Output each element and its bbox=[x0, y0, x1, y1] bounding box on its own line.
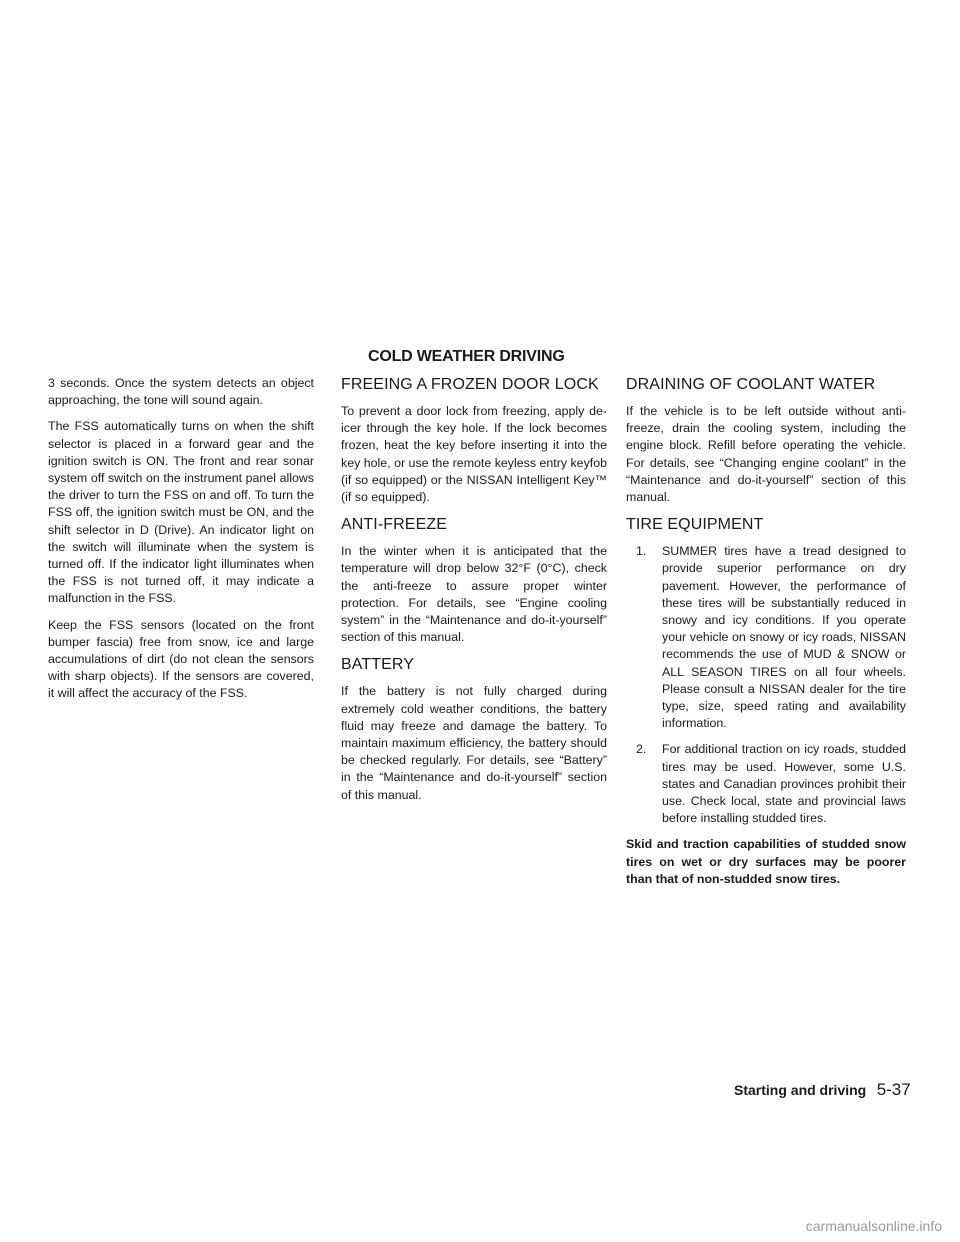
heading-tire-equipment: TIRE EQUIPMENT bbox=[626, 516, 764, 534]
column-1 bbox=[48, 375, 314, 712]
paragraph-fss-switch: The FSS automatically turns on when the shift selector is placed in a forward gear and the ignition switch is ON. The front and rear sonar system off switch on the instrument panel allows the driver to turn the FSS on and off. To turn the FSS off, the ignition switch must be ON, and the shift selector in D (Drive). An indicator light on the switch will illuminate when the system is turned off. If the indicator light illuminates when the FSS is not turned off, it may indicate a malfunction in the FSS. bbox=[48, 419, 314, 606]
tire-equipment-list bbox=[626, 543, 906, 827]
heading-draining-coolant: DRAINING OF COOLANT WATER bbox=[626, 376, 876, 393]
paragraph-fss-continued: 3 seconds. Once the system detects an object approaching, the tone will sound again. bbox=[48, 376, 314, 408]
footer-section-name: Starting and driving bbox=[734, 1082, 867, 1098]
watermark: carmanualsonline.info bbox=[805, 1218, 942, 1234]
page-footer bbox=[734, 1080, 911, 1100]
column-3 bbox=[626, 375, 906, 897]
page-title: COLD WEATHER DRIVING bbox=[368, 348, 565, 365]
paragraph-fss-sensors: Keep the FSS sensors (located on the front bumper fascia) free from snow, ice and large accumulations of dirt (do not clean the sensors with sharp objects). If the sensors are covered, it will affect the accuracy of the FSS. bbox=[48, 617, 314, 701]
list-item-text: For additional traction on icy roads, studded tires may be used. However, some U.S. states and Canadian provinces prohibit their use. Check local, state and provincial laws before installing studded tires. bbox=[662, 742, 906, 826]
paragraph-draining-coolant: If the vehicle is to be left outside without anti-freeze, drain the cooling system, including the engine block. Refill before operating the vehicle. For details, see “Changing engine coolant” in the “Maintenance and do-it-yourself” section of this manual. bbox=[626, 404, 906, 505]
heading-battery: BATTERY bbox=[341, 656, 415, 674]
studded-tire-warning: Skid and traction capabilities of studded snow tires on wet or dry surfaces may be poorer than that of non-studded snow tires. bbox=[626, 837, 906, 886]
list-item bbox=[626, 543, 906, 732]
heading-anti-freeze: ANTI-FREEZE bbox=[341, 516, 447, 534]
paragraph-anti-freeze: In the winter when it is anticipated that the temperature will drop below 32°F (0°C), check the anti-freeze to assure proper winter protection. For details, see “Engine cooling system” in the “Maintenance and do-it-yourself” section of this manual. bbox=[341, 544, 607, 645]
list-item-number: 2. bbox=[636, 742, 647, 757]
list-item-text: SUMMER tires have a tread designed to provide superior performance on dry pavement. However, the performance of these tires will be substantially reduced in snowy and icy conditions. If you operate your vehicle on snowy or icy roads, NISSAN recommends the use of MUD & SNOW or ALL SEASON TIRES on all four wheels. Please consult a NISSAN dealer for the tire type, size, speed rating and availability information. bbox=[662, 544, 906, 731]
paragraph-battery: If the battery is not fully charged during extremely cold weather conditions, the battery fluid may freeze and damage the battery. To maintain maximum efficiency, the battery should be checked regularly. For details, see “Battery” in the “Maintenance and do-it-yourself” section of this manual. bbox=[341, 684, 607, 802]
page-number: 5-37 bbox=[876, 1080, 911, 1099]
column-2 bbox=[341, 375, 607, 813]
paragraph-frozen-door-lock: To prevent a door lock from freezing, apply de-icer through the key hole. If the lock becomes frozen, heat the key before inserting it into the key hole, or use the remote keyless entry keyfob (if so equipped) or the NISSAN Intelligent Key™ (if so equipped). bbox=[341, 404, 607, 505]
heading-frozen-door-lock: FREEING A FROZEN DOOR LOCK bbox=[341, 376, 599, 393]
list-item bbox=[626, 741, 906, 827]
list-item-number: 1. bbox=[636, 544, 647, 559]
